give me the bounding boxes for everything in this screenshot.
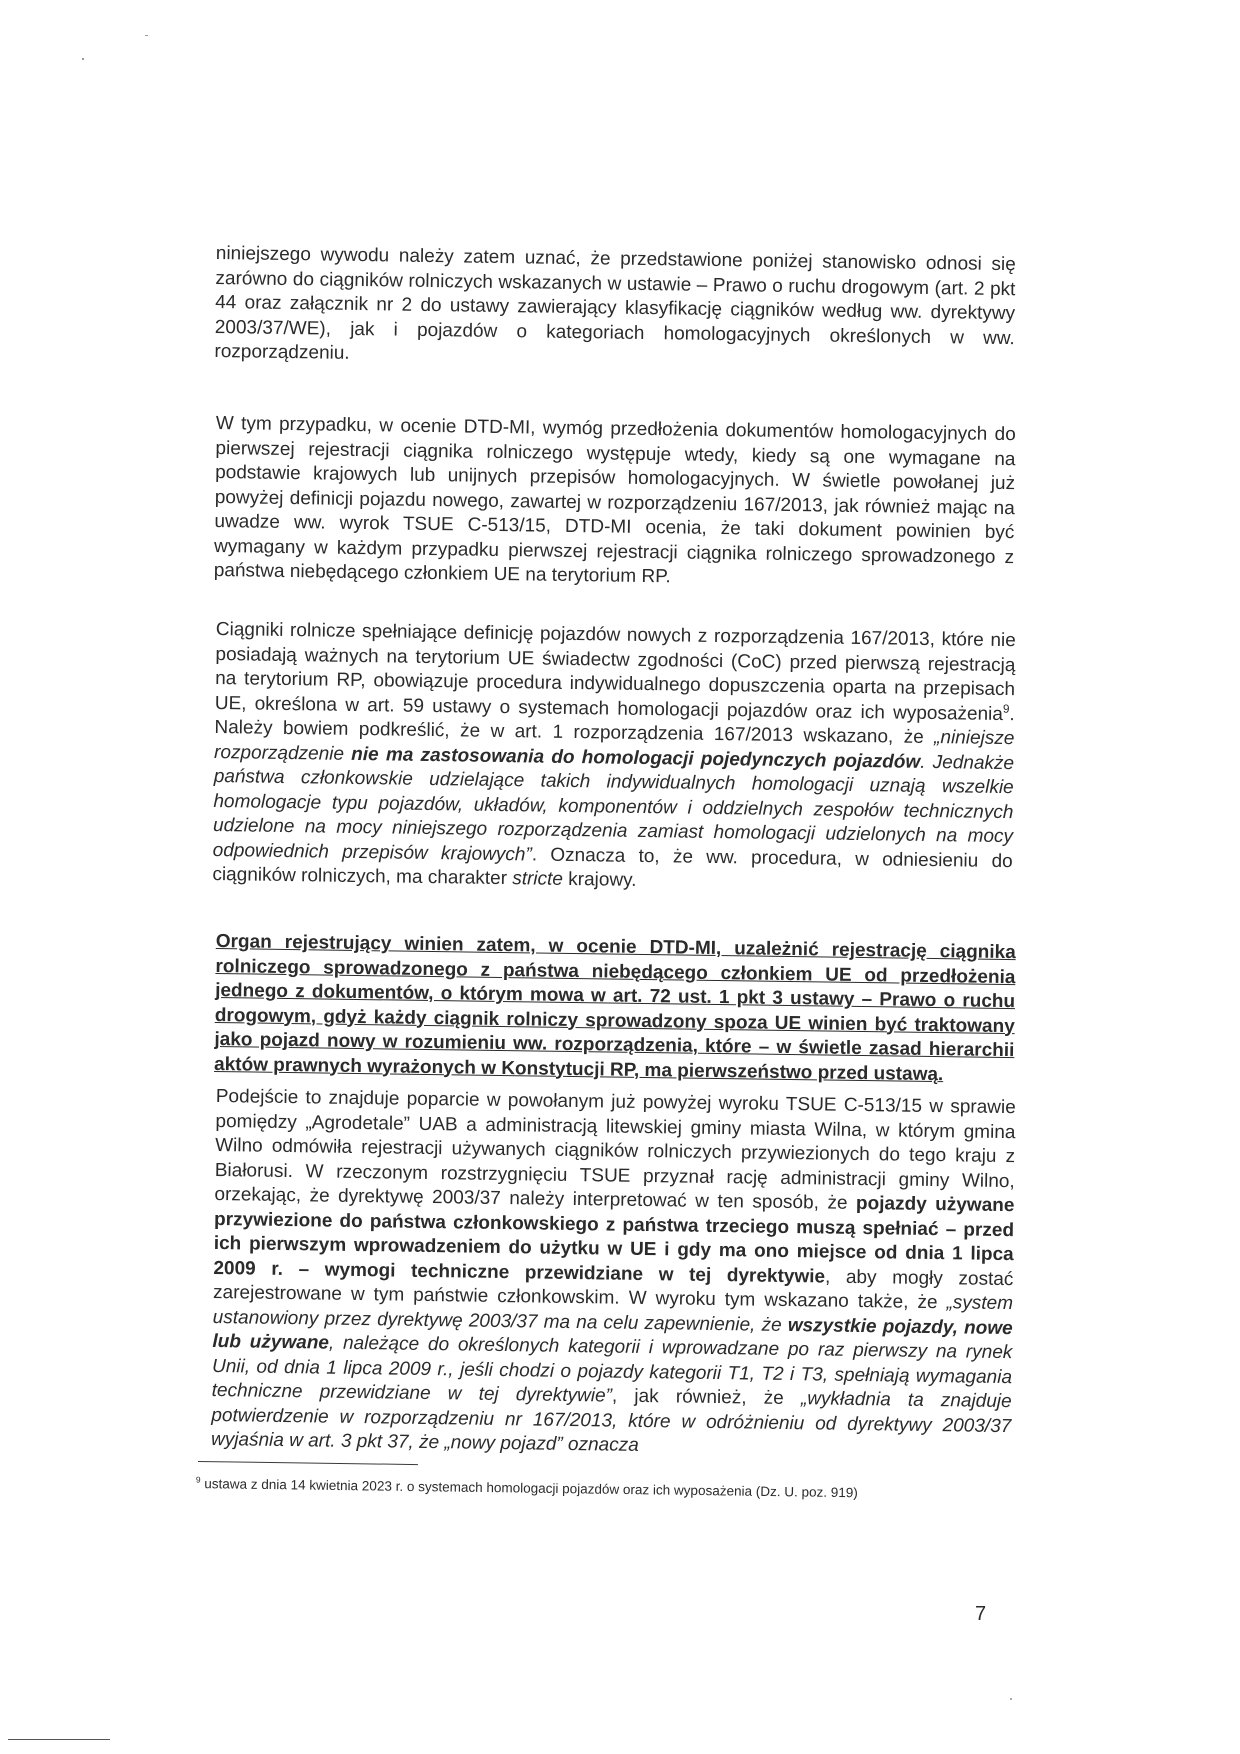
paragraph [214, 242, 1016, 376]
text-run: Podejście to znajduje poparcie w powołanym już powyżej wyroku TSUE C-513/15 w sprawie pomiędzy „Agrodetale” UAB a administracją litewskiej gminy miasta Wilna, w którym gmina Wilno odmówiła rejestracji używanych ciągników rolniczych przywiezionych do tego kraju z Białorusi. W rzeczonym rozstrzygnięciu TSUE przyznał rację administracji gminy Wilno, orzekając, że dyrektywę 2003/37 należy interpretować w ten sposób, że [214, 1085, 1016, 1214]
emphasis-text-run: , należące do określonych kategorii i wprowadzane po raz pierwszy na rynek Unii, od dnia 1 lipca 2009 r., jeśli chodzi o pojazdy kategorii T1, T2 i T3, spełniają wymagania techniczne przewidziane w tej dyrektywie” [211, 1332, 1013, 1407]
text-run: , jak również, że [611, 1385, 802, 1410]
paragraph [211, 1085, 1016, 1464]
paragraph-text [214, 930, 1016, 1088]
emphasis-text-run: „wykładnia ta znajduje potwierdzenie w rozporządzeniu nr 167/2013, które w odróżnieniu od dyrektywy 2003/37 wyjaśnia w art. 3 pkt 37, że „nowy pojazd” oznacza [210, 1388, 1012, 1456]
emphasis-text-run: stricte [512, 868, 564, 890]
scan-speck [145, 35, 148, 36]
emphasis-text-run: . Jednakże państwa członkowskie udzielające takich indywidualnych homologacji uznają wszelkie homologacje typu pojazdów, układów, komponentów i oddzielnych zespołów technicznych udzielone na mocy niniejszego rozporządzenia zamiast homologacji udzielonych na mocy odpowiednich przepisów krajowych” [212, 751, 1015, 865]
text-run: niniejszego wywodu należy zatem uznać, że przedstawione poniżej stanowisko odnosi się zarówno do ciągników rolniczych wskazanych w ustawie – Prawo o ruchu drogowym (art. 2 pkt 44 oraz załącznik nr 2 do ustawy zawierający klasyfikację ciągników według ww. dyrektywy 2003/37/WE), jak i pojazdów o kategoriach homologacyjnych określonych w ww. rozporządzeniu. [214, 242, 1016, 364]
footnote-separator [198, 1461, 418, 1465]
footnote-text: ustawa z dnia 14 kwietnia 2023 r. o systemach homologacji pojazdów oraz ich wyposażenia (Dz. U. poz. 919) [200, 1476, 858, 1501]
text-run: krajowy. [562, 868, 637, 891]
text-run: Organ rejestrujący winien zatem, w ocenie DTD-MI, uzależnić rejestrację ciągnika rolniczego sprowadzonego z państwa niebędącego członkiem UE od przedłożenia jednego z dokumentów, o którym mowa w art. 72 ust. 1 pkt 3 ustawy – Prawo o ruchu drogowym, gdyż każdy ciągnik rolniczy sprowadzony spoza UE winien być traktowany jako pojazd nowy w rozumieniu ww. rozporządzenia, które – w świetle zasad hierarchii aktów prawnych wyrażonych w Konstytucji RP, ma pierwszeństwo przed ustawą. [213, 930, 1016, 1085]
paragraph-text [211, 1085, 1016, 1464]
scan-speck [82, 58, 84, 60]
text-run: W tym przypadku, w ocenie DTD-MI, wymóg przedłożenia dokumentów homologacyjnych do pierwszej rejestracji ciągnika rolniczego występuje wtedy, kiedy są one wymagane na podstawie krajowych lub unijnych przepisów homologacyjnych. W świetle powołanej już powyżej definicji pojazdu nowego, zawartej w rozporządzeniu 167/2013, jak również mając na uwadze ww. wyrok TSUE C-513/15, DTD-MI ocenia, że taki dokument powinien być wymagany w każdym przypadku pierwszej rejestracji ciągnika rolniczego sprowadzonego z państwa niebędącego członkiem UE na terytorium RP. [213, 412, 1016, 588]
paragraph [212, 618, 1016, 899]
footnote [196, 1475, 1016, 1504]
scan-speck [1010, 1698, 1012, 1700]
footnote-marker: 9 [195, 1474, 201, 1485]
footnote-reference: 9 [1002, 702, 1010, 716]
emphasis-text-run: „niniejsze rozporządzenie [213, 727, 1015, 765]
text-run: Ciągniki rolnicze spełniające definicję pojazdów nowych z rozporządzenia 167/2013, które nie posiadają ważnych na terytorium UE świadectw zgodności (CoC) przed pierwszą rejestracją na terytorium RP, obowiązuje procedura indywidualnego dopuszczenia oparta na przepisach UE, określona w art. 59 ustawy o systemach homologacji pojazdów oraz ich wyposażenia [214, 618, 1016, 725]
paragraph-text [214, 412, 1016, 595]
text-run: . Oznacza to, że ww. procedura, w odniesieniu do ciągników rolniczych, ma charakter [212, 843, 1013, 890]
page-number: 7 [975, 1603, 987, 1625]
paragraph-text [214, 242, 1016, 376]
emphasis-text-run: pojazdy używane przywiezione do państwa członkowskiego z państwa trzeciego muszą spełniać – przed ich pierwszym wprowadzeniem do użytku w UE i gdy ma ono miejsce od dnia 1 lipca 2009 r. – wymogi techniczne przewidziane w tej dyrektywie [213, 1192, 1015, 1288]
emphasis-text-run: „system ustanowiony przez dyrektywę 2003/37 ma na celu zapewnienie, że [212, 1292, 1014, 1336]
emphasis-text-run: nie ma zastosowania do homologacji pojedynczych pojazdów [351, 743, 921, 773]
highlighted-conclusion-paragraph [214, 930, 1016, 1088]
text-run: , aby mogły zostać zarejestrowane w tym państwie członkowskim. W wyroku tym wskazano także, że [212, 1266, 1014, 1314]
emphasis-text-run: wszystkie pojazdy, nowe lub używane [212, 1314, 1013, 1354]
scan-edge-line [8, 1739, 110, 1740]
text-run: . Należy bowiem podkreślić, że w art. 1 rozporządzenia 167/2013 wskazano, że [214, 703, 1015, 749]
paragraph [214, 412, 1016, 595]
paragraph-text [212, 618, 1016, 899]
